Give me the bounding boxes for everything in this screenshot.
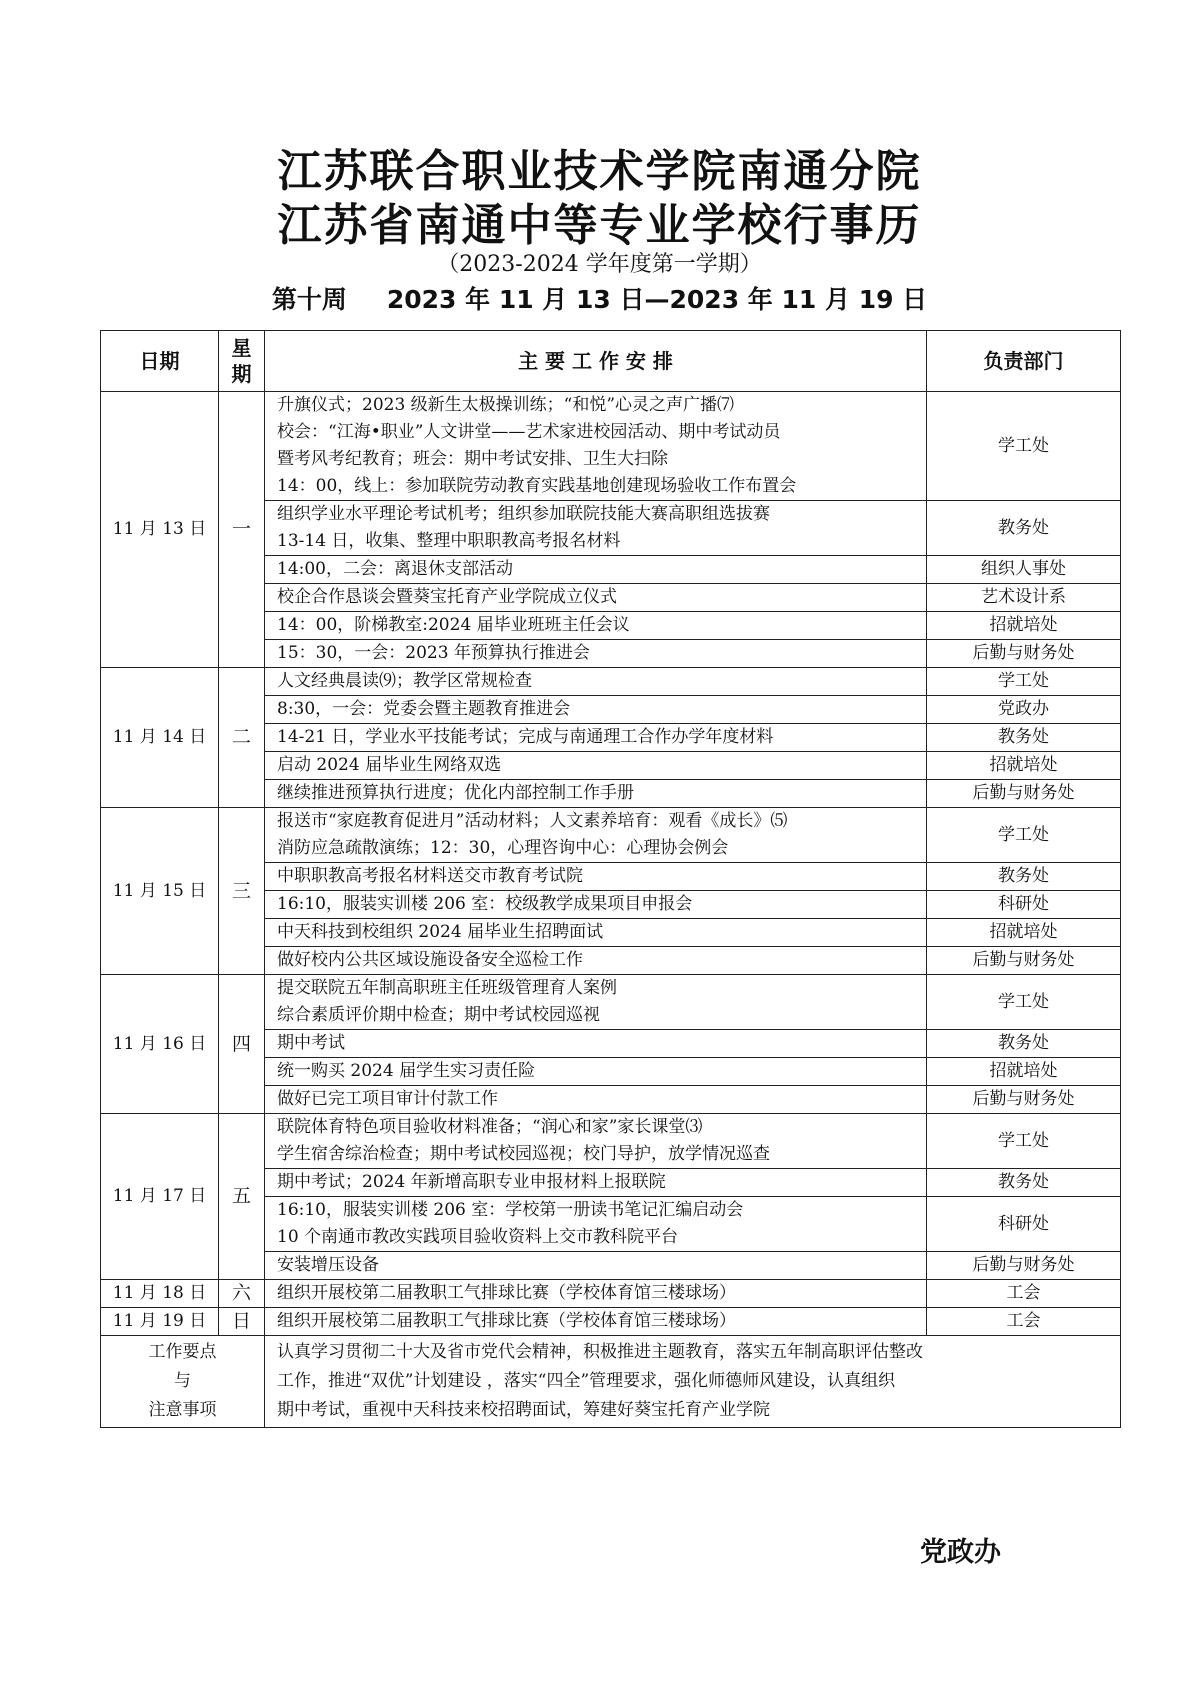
week-label: 第十周 xyxy=(271,285,347,314)
table-row xyxy=(101,1280,1121,1308)
task-line: 综合素质评价期中检查；期中考试校园巡视 xyxy=(277,1005,600,1025)
weekday-cell: 二 xyxy=(219,668,265,808)
dept-cell: 后勤与财务处 xyxy=(927,1086,1121,1114)
notes-row xyxy=(101,1336,1121,1428)
task-cell xyxy=(265,947,927,975)
weekday-cell: 一 xyxy=(219,392,265,668)
header-row xyxy=(101,331,1121,392)
task-cell xyxy=(265,724,927,752)
dept-cell: 教务处 xyxy=(927,1030,1121,1058)
dept-cell: 党政办 xyxy=(927,696,1121,724)
task-line: 组织学业水平理论考试机考；组织参加联院技能大赛高职组选拔赛 xyxy=(277,504,770,524)
task-line: 启动 2024 届毕业生网络双选 xyxy=(277,755,502,775)
schedule-body xyxy=(101,392,1121,1428)
dept-cell: 教务处 xyxy=(927,1169,1121,1197)
schedule-table xyxy=(100,330,1121,1428)
header-weekday-top: 星 xyxy=(231,336,252,360)
notes-label-line: 工作要点 xyxy=(148,1342,217,1362)
task-cell xyxy=(265,556,927,584)
task-cell xyxy=(265,1058,927,1086)
weekday-cell: 三 xyxy=(219,808,265,975)
task-line: 安装增压设备 xyxy=(277,1255,379,1275)
task-line: 14：00，线上：参加联院劳动教育实践基地创建现场验收工作布置会 xyxy=(277,476,797,496)
task-cell xyxy=(265,668,927,696)
dept-cell: 后勤与财务处 xyxy=(927,780,1121,808)
task-cell xyxy=(265,1197,927,1252)
dept-cell: 招就培处 xyxy=(927,919,1121,947)
table-row xyxy=(101,1114,1121,1169)
task-line: 14:00，二会：离退休支部活动 xyxy=(277,559,513,579)
dept-cell: 科研处 xyxy=(927,1197,1121,1252)
table-row xyxy=(101,668,1121,696)
header-date: 日期 xyxy=(101,331,219,392)
dept-cell: 招就培处 xyxy=(927,612,1121,640)
dept-cell: 学工处 xyxy=(927,808,1121,863)
task-line: 16:10，服装实训楼 206 室：学校第一册读书笔记汇编启动会 xyxy=(277,1200,744,1220)
task-cell xyxy=(265,640,927,668)
task-line: 中天科技到校组织 2024 届毕业生招聘面试 xyxy=(277,922,604,942)
task-cell xyxy=(265,612,927,640)
task-cell xyxy=(265,1308,927,1336)
dept-cell: 后勤与财务处 xyxy=(927,640,1121,668)
task-line: 联院体育特色项目验收材料准备；“润心和家”家长课堂⑶ xyxy=(277,1117,703,1137)
semester-subtitle: （2023-2024 学年度第一学期） xyxy=(437,252,762,277)
task-line: 提交联院五年制高职班主任班级管理育人案例 xyxy=(277,978,617,998)
task-line: 校企合作恳谈会暨葵宝托育产业学院成立仪式 xyxy=(277,587,617,607)
task-line: 中职职教高考报名材料送交市教育考试院 xyxy=(277,866,583,886)
task-line: 人文经典晨读⑼；教学区常规检查 xyxy=(277,671,532,691)
dept-cell: 招就培处 xyxy=(927,1058,1121,1086)
task-cell xyxy=(265,501,927,556)
header-weekday xyxy=(219,331,265,392)
header-weekday-bottom: 期 xyxy=(231,362,252,386)
task-line: 继续推进预算执行进度；优化内部控制工作手册 xyxy=(277,783,634,803)
task-line: 升旗仪式；2023 级新生太极操训练；“和悦”心灵之声广播⑺ xyxy=(277,395,735,415)
task-line: 校会：“江海•职业”人文讲堂——艺术家进校园活动、期中考试动员 xyxy=(277,422,781,442)
task-line: 学生宿舍综治检查；期中考试校园巡视；校门导护，放学情况巡查 xyxy=(277,1144,770,1164)
task-cell xyxy=(265,1280,927,1308)
task-line: 期中考试 xyxy=(277,1033,345,1053)
task-cell xyxy=(265,863,927,891)
date-cell: 11 月 15 日 xyxy=(101,808,219,975)
weekday-cell: 四 xyxy=(219,975,265,1114)
task-line: 统一购买 2024 届学生实习责任险 xyxy=(277,1061,536,1081)
notes-line: 认真学习贯彻二十大及省市党代会精神，积极推进主题教育，落实五年制高职评估整改 xyxy=(277,1342,923,1362)
task-line: 组织开展校第二届教职工气排球比赛（学校体育馆三楼球场） xyxy=(277,1283,736,1303)
task-line: 做好校内公共区域设施设备安全巡检工作 xyxy=(277,950,583,970)
task-cell xyxy=(265,1169,927,1197)
table-row xyxy=(101,392,1121,501)
task-line: 报送市“家庭教育促进月”活动材料；人文素养培育：观看《成长》⑸ xyxy=(277,811,788,831)
table-row xyxy=(101,808,1121,863)
task-cell xyxy=(265,1252,927,1280)
task-line: 消防应急疏散演练；12：30，心理咨询中心：心理协会例会 xyxy=(277,838,729,858)
date-cell: 11 月 16 日 xyxy=(101,975,219,1114)
task-cell xyxy=(265,919,927,947)
header-tasks: 主 要 工 作 安 排 xyxy=(265,331,927,392)
task-line: 8:30，一会：党委会暨主题教育推进会 xyxy=(277,699,571,719)
signature: 党政办 xyxy=(920,1537,1001,1568)
dept-cell: 工会 xyxy=(927,1280,1121,1308)
weekday-cell: 日 xyxy=(219,1308,265,1336)
task-line: 16:10，服装实训楼 206 室：校级教学成果项目申报会 xyxy=(277,894,693,914)
dept-cell: 组织人事处 xyxy=(927,556,1121,584)
task-line: 暨考风考纪教育；班会：期中考试安排、卫生大扫除 xyxy=(277,449,668,469)
dept-cell: 后勤与财务处 xyxy=(927,947,1121,975)
notes-line: 期中考试，重视中天科技来校招聘面试，筹建好葵宝托育产业学院 xyxy=(277,1400,770,1420)
task-cell xyxy=(265,752,927,780)
task-line: 14-21 日，学业水平技能考试；完成与南通理工合作办学年度材料 xyxy=(277,727,774,747)
task-cell xyxy=(265,891,927,919)
notes-cell xyxy=(265,1336,1121,1428)
task-line: 14：00，阶梯教室:2024 届毕业班班主任会议 xyxy=(277,615,630,635)
task-cell xyxy=(265,584,927,612)
date-cell: 11 月 19 日 xyxy=(101,1308,219,1336)
task-cell xyxy=(265,1114,927,1169)
task-cell xyxy=(265,808,927,863)
notes-line: 工作，推进“双优”计划建设 ，落实“四全”管理要求，强化师德师风建设，认真组织 xyxy=(277,1371,896,1391)
dept-cell: 后勤与财务处 xyxy=(927,1252,1121,1280)
dept-cell: 工会 xyxy=(927,1308,1121,1336)
task-cell xyxy=(265,975,927,1030)
week-heading xyxy=(0,287,1199,312)
dept-cell: 教务处 xyxy=(927,724,1121,752)
table-row xyxy=(101,1308,1121,1336)
table-row xyxy=(101,975,1121,1030)
notes-label-line: 注意事项 xyxy=(148,1400,217,1420)
task-line: 组织开展校第二届教职工气排球比赛（学校体育馆三楼球场） xyxy=(277,1311,736,1331)
weekday-cell: 五 xyxy=(219,1114,265,1280)
task-cell xyxy=(265,1030,927,1058)
title-line-2: 江苏省南通中等专业学校行事历 xyxy=(277,200,922,251)
date-cell: 11 月 18 日 xyxy=(101,1280,219,1308)
task-line: 10 个南通市教改实践项目验收资料上交市教科院平台 xyxy=(277,1227,679,1247)
task-cell xyxy=(265,696,927,724)
date-cell: 11 月 14 日 xyxy=(101,668,219,808)
dept-cell: 教务处 xyxy=(927,863,1121,891)
notes-label-line: 与 xyxy=(174,1371,191,1391)
dept-cell: 艺术设计系 xyxy=(927,584,1121,612)
notes-label-cell xyxy=(101,1336,265,1428)
dept-cell: 科研处 xyxy=(927,891,1121,919)
task-cell xyxy=(265,392,927,501)
week-range: 2023 年 11 月 13 日—2023 年 11 月 19 日 xyxy=(386,285,928,314)
task-line: 做好已完工项目审计付款工作 xyxy=(277,1089,498,1109)
dept-cell: 教务处 xyxy=(927,501,1121,556)
task-cell xyxy=(265,1086,927,1114)
task-line: 15：30，一会：2023 年预算执行推进会 xyxy=(277,643,590,663)
date-cell: 11 月 17 日 xyxy=(101,1114,219,1280)
dept-cell: 学工处 xyxy=(927,1114,1121,1169)
task-line: 13-14 日，收集、整理中职职教高考报名材料 xyxy=(277,531,621,551)
dept-cell: 学工处 xyxy=(927,668,1121,696)
dept-cell: 学工处 xyxy=(927,392,1121,501)
weekday-cell: 六 xyxy=(219,1280,265,1308)
header-dept: 负责部门 xyxy=(927,331,1121,392)
task-line: 期中考试；2024 年新增高职专业申报材料上报联院 xyxy=(277,1172,666,1192)
dept-cell: 招就培处 xyxy=(927,752,1121,780)
date-cell: 11 月 13 日 xyxy=(101,392,219,668)
dept-cell: 学工处 xyxy=(927,975,1121,1030)
title-line-1: 江苏联合职业技术学院南通分院 xyxy=(277,146,922,197)
task-cell xyxy=(265,780,927,808)
